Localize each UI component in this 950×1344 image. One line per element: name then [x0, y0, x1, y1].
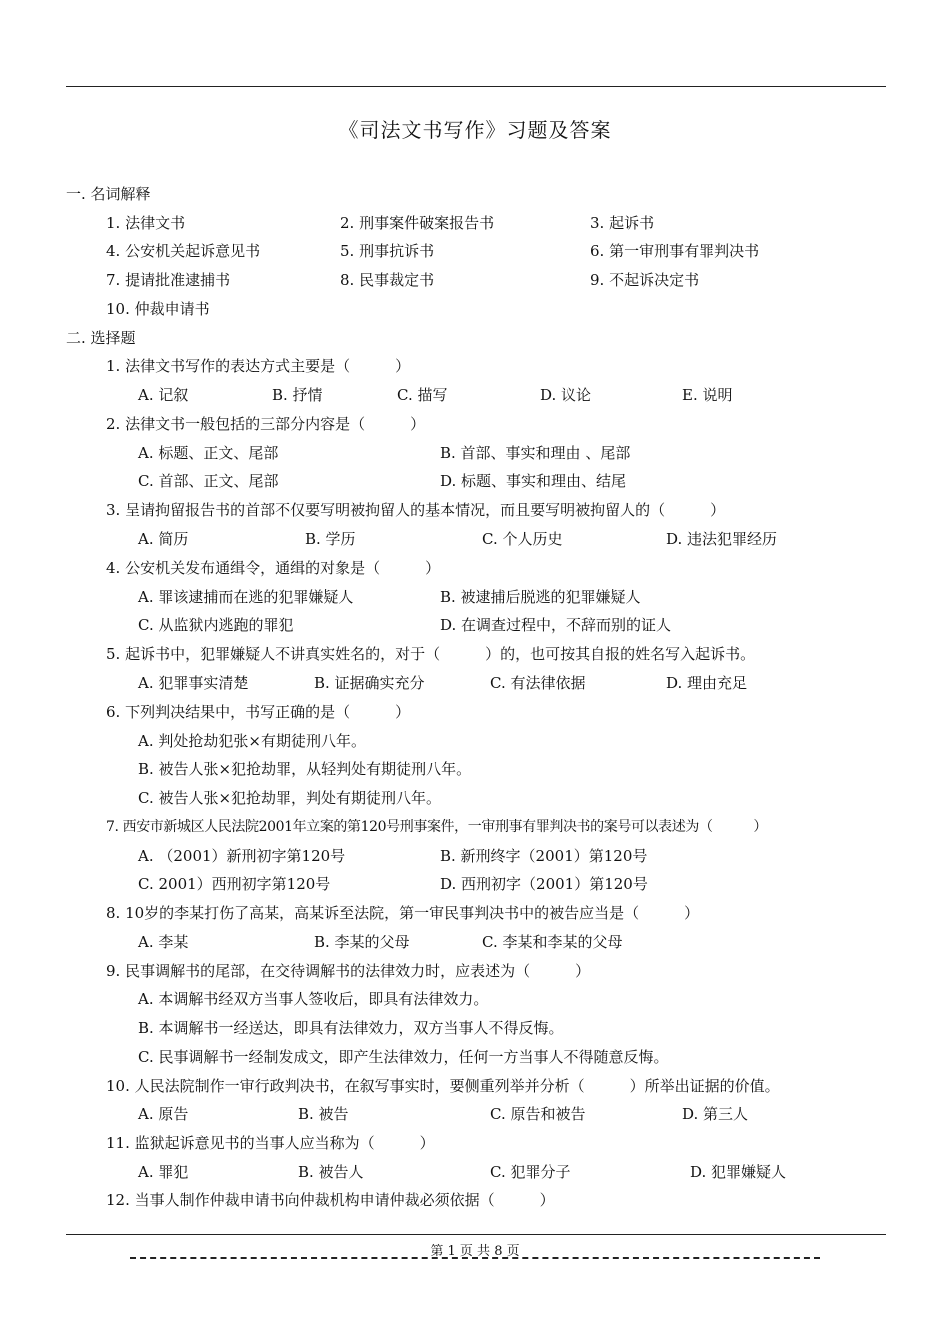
question-stem: 4. 公安机关发布通缉令，通缉的对象是（ ） — [106, 559, 441, 577]
term-item: 10. 仲裁申请书 — [106, 300, 210, 318]
question-stem: 5. 起诉书中，犯罪嫌疑人不讲真实姓名的，对于（ ）的，也可按其自报的姓名写入起诉书。 — [106, 645, 756, 663]
answer-option: B. 证据确实充分 — [314, 674, 425, 692]
answer-option: B. 被告人张×犯抢劫罪，从轻判处有期徒刑八年。 — [138, 760, 472, 778]
answer-option: D. 在调查过程中，不辞而别的证人 — [440, 616, 672, 634]
term-item: 5. 刑事抗诉书 — [340, 242, 435, 260]
question-stem: 12. 当事人制作仲裁申请书向仲裁机构申请仲裁必须依据（ ） — [106, 1191, 555, 1209]
section-heading-terms: 一. 名词解释 — [66, 185, 151, 203]
answer-option: D. 违法犯罪经历 — [666, 530, 778, 548]
answer-option: A. 罪犯 — [138, 1163, 189, 1181]
answer-option: C. 原告和被告 — [490, 1105, 586, 1123]
answer-option: C. 民事调解书一经制发成文，即产生法律效力，任何一方当事人不得随意反悔。 — [138, 1048, 669, 1066]
answer-option: C. 描写 — [397, 386, 448, 404]
answer-option: A. 本调解书经双方当事人签收后，即具有法律效力。 — [138, 990, 489, 1008]
question-stem: 11. 监狱起诉意见书的当事人应当称为（ ） — [106, 1134, 435, 1152]
answer-option: A. 罪该逮捕而在逃的犯罪嫌疑人 — [138, 588, 354, 606]
footer-dashed-rule — [130, 1257, 820, 1259]
term-item: 7. 提请批准逮捕书 — [106, 271, 231, 289]
term-item: 6. 第一审刑事有罪判决书 — [590, 242, 760, 260]
answer-option: D. 犯罪嫌疑人 — [690, 1163, 787, 1181]
answer-option: B. 学历 — [305, 530, 356, 548]
answer-option: D. 理由充足 — [666, 674, 748, 692]
answer-option: B. 被告 — [298, 1105, 349, 1123]
term-item: 3. 起诉书 — [590, 214, 655, 232]
answer-option: C. 有法律依据 — [490, 674, 586, 692]
answer-option: C. 犯罪分子 — [490, 1163, 571, 1181]
answer-option: C. 个人历史 — [482, 530, 563, 548]
term-item: 2. 刑事案件破案报告书 — [340, 214, 495, 232]
footer-rule — [66, 1234, 886, 1235]
term-item: 4. 公安机关起诉意见书 — [106, 242, 261, 260]
answer-option: A. 犯罪事实清楚 — [138, 674, 249, 692]
answer-option: A. 简历 — [138, 530, 189, 548]
answer-option: C. 首部、正文、尾部 — [138, 472, 279, 490]
answer-option: C. 李某和李某的父母 — [482, 933, 623, 951]
answer-option: A. 李某 — [138, 933, 189, 951]
answer-option: B. 李某的父母 — [314, 933, 410, 951]
answer-option: D. 第三人 — [682, 1105, 749, 1123]
document-title: 《司法文书写作》习题及答案 — [338, 118, 612, 142]
answer-option: A. 原告 — [138, 1105, 189, 1123]
section-heading-choice: 二. 选择题 — [66, 329, 136, 347]
answer-option: C. 被告人张×犯抢劫罪，判处有期徒刑八年。 — [138, 789, 442, 807]
answer-option: A. （2001）新刑初字第120号 — [138, 847, 346, 865]
question-stem: 6. 下列判决结果中，书写正确的是（ ） — [106, 703, 411, 721]
answer-option: B. 新刑终字（2001）第120号 — [440, 847, 648, 865]
answer-option: C. 2001）西刑初字第120号 — [138, 875, 331, 893]
question-stem: 1. 法律文书写作的表达方式主要是（ ） — [106, 357, 411, 375]
answer-option: D. 议论 — [540, 386, 592, 404]
answer-option: B. 首部、事实和理由 、尾部 — [440, 444, 631, 462]
term-item: 9. 不起诉决定书 — [590, 271, 700, 289]
answer-option: B. 本调解书一经送达，即具有法律效力，双方当事人不得反悔。 — [138, 1019, 564, 1037]
answer-option: B. 被告人 — [298, 1163, 364, 1181]
answer-option: B. 抒情 — [272, 386, 323, 404]
question-stem: 2. 法律文书一般包括的三部分内容是（ ） — [106, 415, 426, 433]
question-stem: 3. 呈请拘留报告书的首部不仅要写明被拘留人的基本情况，而且要写明被拘留人的（ ） — [106, 501, 726, 519]
answer-option: A. 记叙 — [138, 386, 189, 404]
answer-option: D. 西刑初字（2001）第120号 — [440, 875, 648, 893]
question-stem: 7. 西安市新城区人民法院2001年立案的第120号刑事案件，一审刑事有罪判决书的案号可以表述为（ ） — [106, 819, 767, 835]
answer-option: B. 被逮捕后脱逃的犯罪嫌疑人 — [440, 588, 641, 606]
answer-option: E. 说明 — [682, 386, 733, 404]
question-stem: 8. 10岁的李某打伤了高某，高某诉至法院，第一审民事判决书中的被告应当是（ ） — [106, 904, 700, 922]
question-stem: 9. 民事调解书的尾部，在交待调解书的法律效力时，应表述为（ ） — [106, 962, 591, 980]
answer-option: A. 判处抢劫犯张×有期徒刑八年。 — [138, 732, 366, 750]
question-stem: 10. 人民法院制作一审行政判决书，在叙写事实时，要侧重列举并分析（ ）所举出证据的价值。 — [106, 1077, 780, 1095]
answer-option: C. 从监狱内逃跑的罪犯 — [138, 616, 294, 634]
answer-option: A. 标题、正文、尾部 — [138, 444, 279, 462]
term-item: 1. 法律文书 — [106, 214, 186, 232]
page-number: 第 1 页 共 8 页 — [430, 1244, 520, 1259]
term-item: 8. 民事裁定书 — [340, 271, 435, 289]
answer-option: D. 标题、事实和理由、结尾 — [440, 472, 627, 490]
header-rule — [66, 86, 886, 87]
